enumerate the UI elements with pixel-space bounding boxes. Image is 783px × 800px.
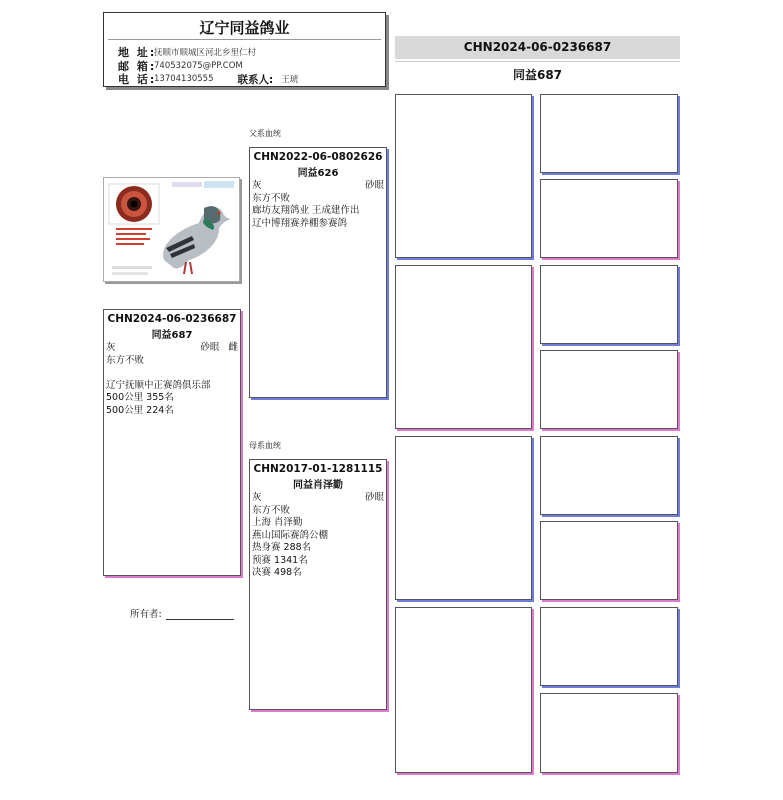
- sire-traits: [250, 180, 386, 193]
- dam-line: 东方不败: [252, 504, 291, 516]
- dam-color: 灰: [252, 492, 262, 503]
- subject-card: [103, 309, 241, 576]
- great-grandparent-card: [540, 436, 678, 515]
- dam-section-label: 母系血统: [249, 441, 281, 450]
- dam-ring: CHN2017-01-1281115: [253, 463, 383, 475]
- subject-color: 灰: [106, 342, 116, 353]
- phone-row: [118, 71, 298, 87]
- dam-line: 上海 肖泽勤: [252, 517, 303, 528]
- great-grandparent-card: [540, 521, 678, 600]
- dam-card: [249, 459, 387, 710]
- pigeon-photo: [103, 177, 240, 282]
- sire-line: 廊坊友翔鸽业 王成建作出: [252, 205, 360, 216]
- header-divider: [108, 39, 381, 40]
- great-grandparent-card: [540, 350, 678, 429]
- subject-name: 同益687: [151, 330, 193, 341]
- contact-value: 王琥: [281, 75, 299, 85]
- sire-ring: CHN2022-06-0802626: [253, 151, 383, 163]
- subject-traits: [104, 342, 240, 355]
- subject-line: 500公里 224名: [106, 404, 174, 416]
- pigeon-icon: [104, 178, 239, 281]
- subject-ring-banner: CHN2024-06-0236687: [395, 36, 680, 59]
- great-grandparent-card: [540, 693, 678, 773]
- subject-line: [104, 367, 240, 380]
- address-value: 抚顺市顺城区河北乡里仁村: [154, 48, 257, 58]
- subject-name-banner: 同益687: [512, 68, 563, 82]
- subject-eye: 砂眼: [200, 342, 220, 353]
- subject-line: 500公里 355名: [106, 392, 174, 403]
- breeder-header: [103, 12, 386, 87]
- owner-signature-line: [166, 619, 234, 620]
- grandparent-card-dam-sire: [395, 436, 532, 600]
- grandparent-card-sire-sire: [395, 94, 532, 258]
- address-label: 地 址:: [118, 46, 157, 59]
- email-label: 邮 箱:: [118, 60, 157, 73]
- owner-label: 所有者:: [130, 609, 162, 620]
- dam-traits: [250, 492, 386, 505]
- owner-field: [130, 606, 234, 620]
- sire-eye: 砂眼: [364, 180, 384, 191]
- great-grandparent-card: [540, 179, 678, 258]
- subject-ring: CHN2024-06-0236687: [107, 313, 237, 325]
- dam-eye: 砂眼: [364, 492, 384, 503]
- grandparent-card-sire-dam: [395, 265, 532, 429]
- dam-line: 决赛 498名: [252, 567, 302, 578]
- sire-card: [249, 147, 387, 398]
- grandparent-card-dam-dam: [395, 607, 532, 773]
- great-grandparent-card: [540, 94, 678, 173]
- sire-line: 辽中博翔赛养棚参赛鸽: [252, 217, 348, 229]
- phone-value: 13704130555: [154, 74, 214, 84]
- great-grandparent-card: [540, 607, 678, 686]
- banner-divider: [395, 61, 680, 62]
- phone-label: 电 话:: [118, 73, 157, 86]
- subject-line: 东方不败: [106, 354, 145, 366]
- email-value: 740532075@PP.COM: [154, 61, 243, 71]
- subject-line: 辽宁抚顺中正赛鸽俱乐部: [106, 379, 211, 391]
- dam-line: 燕山国际赛鸽公棚: [252, 529, 329, 541]
- contact-label: 联系人:: [237, 73, 274, 86]
- sire-name: 同益626: [297, 168, 339, 179]
- sire-section-label: 父系血统: [249, 129, 281, 138]
- dam-name: 同益肖泽勤: [293, 480, 343, 491]
- dam-line: 热身赛 288名: [252, 542, 312, 553]
- sire-color: 灰: [252, 180, 262, 191]
- great-grandparent-card: [540, 265, 678, 344]
- breeder-title: 辽宁同益鸽业: [199, 19, 290, 37]
- subject-sex: 雌: [228, 342, 238, 353]
- pigeon-eye-icon: [109, 184, 159, 224]
- dam-line: 预赛 1341名: [252, 554, 308, 566]
- sire-line: 东方不败: [252, 192, 291, 204]
